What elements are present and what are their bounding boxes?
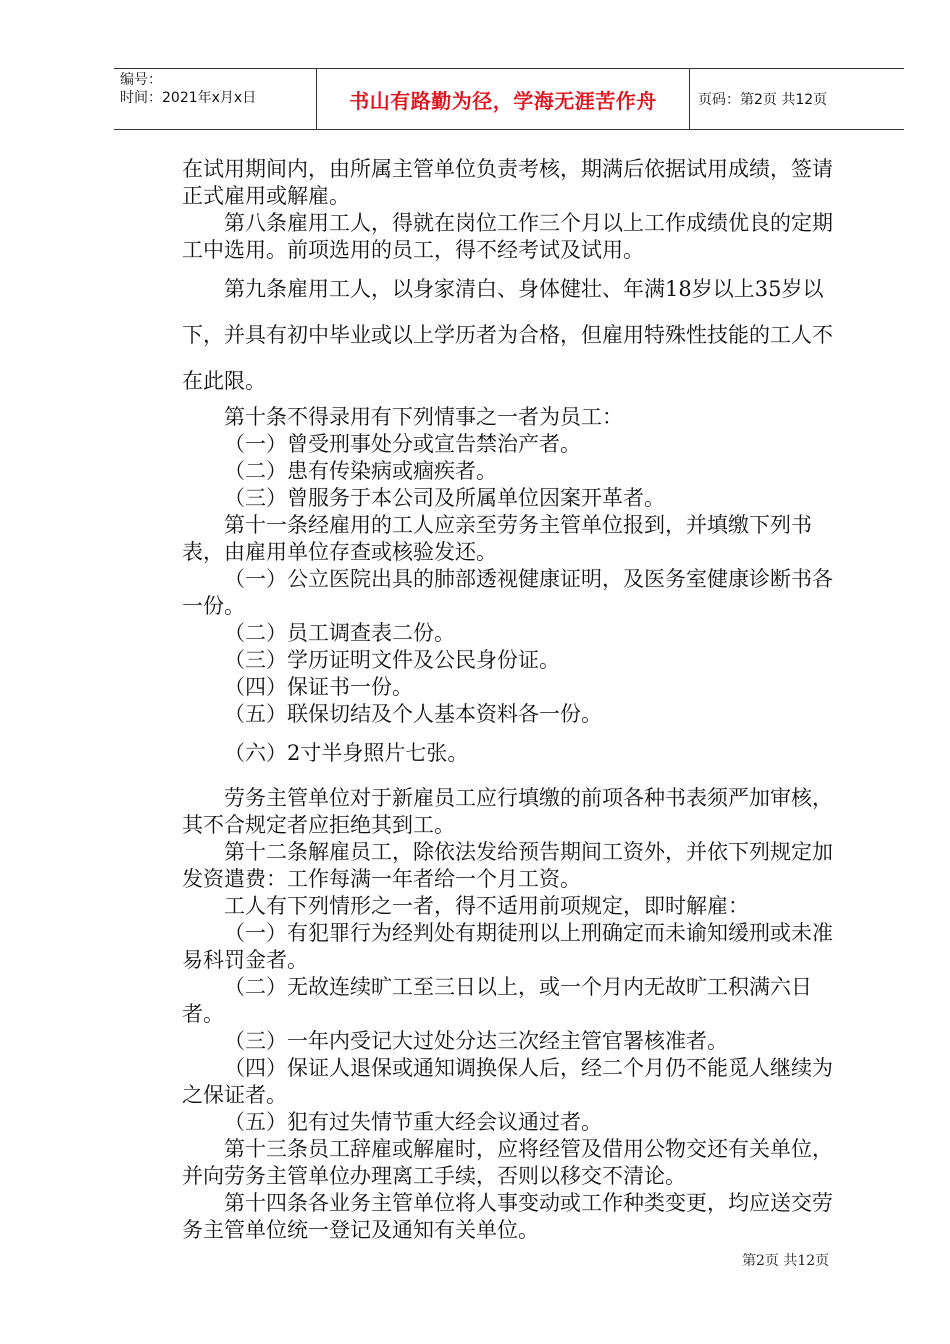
list-item: （五）犯有过失情节重大经会议通过者。 bbox=[224, 1110, 602, 1134]
list-item: （二）无故连续旷工至三日以上，或一个月内无故旷工积满六日者。 bbox=[182, 975, 812, 1026]
list-item: （四）保证人退保或通知调换保人后，经二个月仍不能觅人继续为之保证者。 bbox=[182, 1056, 833, 1107]
header-page-cell bbox=[690, 69, 904, 129]
header-motto-cell bbox=[316, 69, 690, 129]
list-item: （二）患有传染病或痼疾者。 bbox=[224, 459, 497, 483]
paragraph: 第九条雇用工人，以身家清白、身体健壮、年满18岁以上35岁以下，并具有初中毕业或以上学历者为合格，但雇用特殊性技能的工人不在此限。 bbox=[182, 277, 833, 393]
paragraph: 在试用期间内，由所属主管单位负责考核，期满后依据试用成绩，签请正式雇用或解雇。 bbox=[182, 157, 833, 208]
paragraph: 劳务主管单位对于新雇员工应行填缴的前项各种书表须严加审核，其不合规定者应拒绝其到工。 bbox=[182, 786, 833, 837]
header-motto: 书山有路勤为径，学海无涯苦作舟 bbox=[349, 88, 657, 113]
paragraph: 第十二条解雇员工，除依法发给预告期间工资外，并依下列规定加发资遣费：工作每满一年者给一个月工资。 bbox=[182, 840, 833, 891]
list-item: （五）联保切结及个人基本资料各一份。 bbox=[224, 702, 602, 726]
list-item: （六）2寸半身照片七张。 bbox=[224, 741, 469, 765]
list-item: （一）曾受刑事处分或宣告禁治产者。 bbox=[224, 432, 581, 456]
paragraph: 第十条不得录用有下列情事之一者为员工： bbox=[224, 405, 623, 429]
header-meta bbox=[114, 69, 316, 129]
list-item: （三）曾服务于本公司及所属单位因案开革者。 bbox=[224, 486, 665, 510]
paragraph: 第十三条员工辞雇或解雇时，应将经管及借用公物交还有关单位，并向劳务主管单位办理离工手续，否则以移交不清论。 bbox=[182, 1137, 833, 1188]
list-item: （四）保证书一份。 bbox=[224, 675, 413, 699]
page-footer: 第2页 共12页 bbox=[742, 1253, 830, 1269]
paragraph: 工人有下列情形之一者，得不适用前项规定，即时解雇： bbox=[224, 894, 749, 918]
list-item: （二）员工调查表二份。 bbox=[224, 621, 455, 645]
header-page-info: 页码：第2页 共12页 bbox=[698, 92, 828, 108]
document-header bbox=[114, 68, 904, 130]
paragraph: 第十一条经雇用的工人应亲至劳务主管单位报到，并填缴下列书表，由雇用单位存查或核验发还。 bbox=[182, 513, 812, 564]
list-item: （一）有犯罪行为经判处有期徒刑以上刑确定而未谕知缓刑或未准易科罚金者。 bbox=[182, 921, 833, 972]
list-item: （三）学历证明文件及公民身份证。 bbox=[224, 648, 560, 672]
header-number: 编号： bbox=[120, 72, 162, 88]
header-time: 时间：2021年x月x日 bbox=[120, 90, 257, 106]
list-item: （一）公立医院出具的肺部透视健康证明，及医务室健康诊断书各一份。 bbox=[182, 567, 833, 618]
list-item: （三）一年内受记大过处分达三次经主管官署核准者。 bbox=[224, 1029, 728, 1053]
document-body bbox=[182, 156, 838, 1244]
paragraph: 第十四条各业务主管单位将人事变动或工作种类变更，均应送交劳务主管单位统一登记及通知有关单位。 bbox=[182, 1191, 833, 1242]
paragraph: 第八条雇用工人，得就在岗位工作三个月以上工作成绩优良的定期工中选用。前项选用的员工，得不经考试及试用。 bbox=[182, 211, 833, 262]
